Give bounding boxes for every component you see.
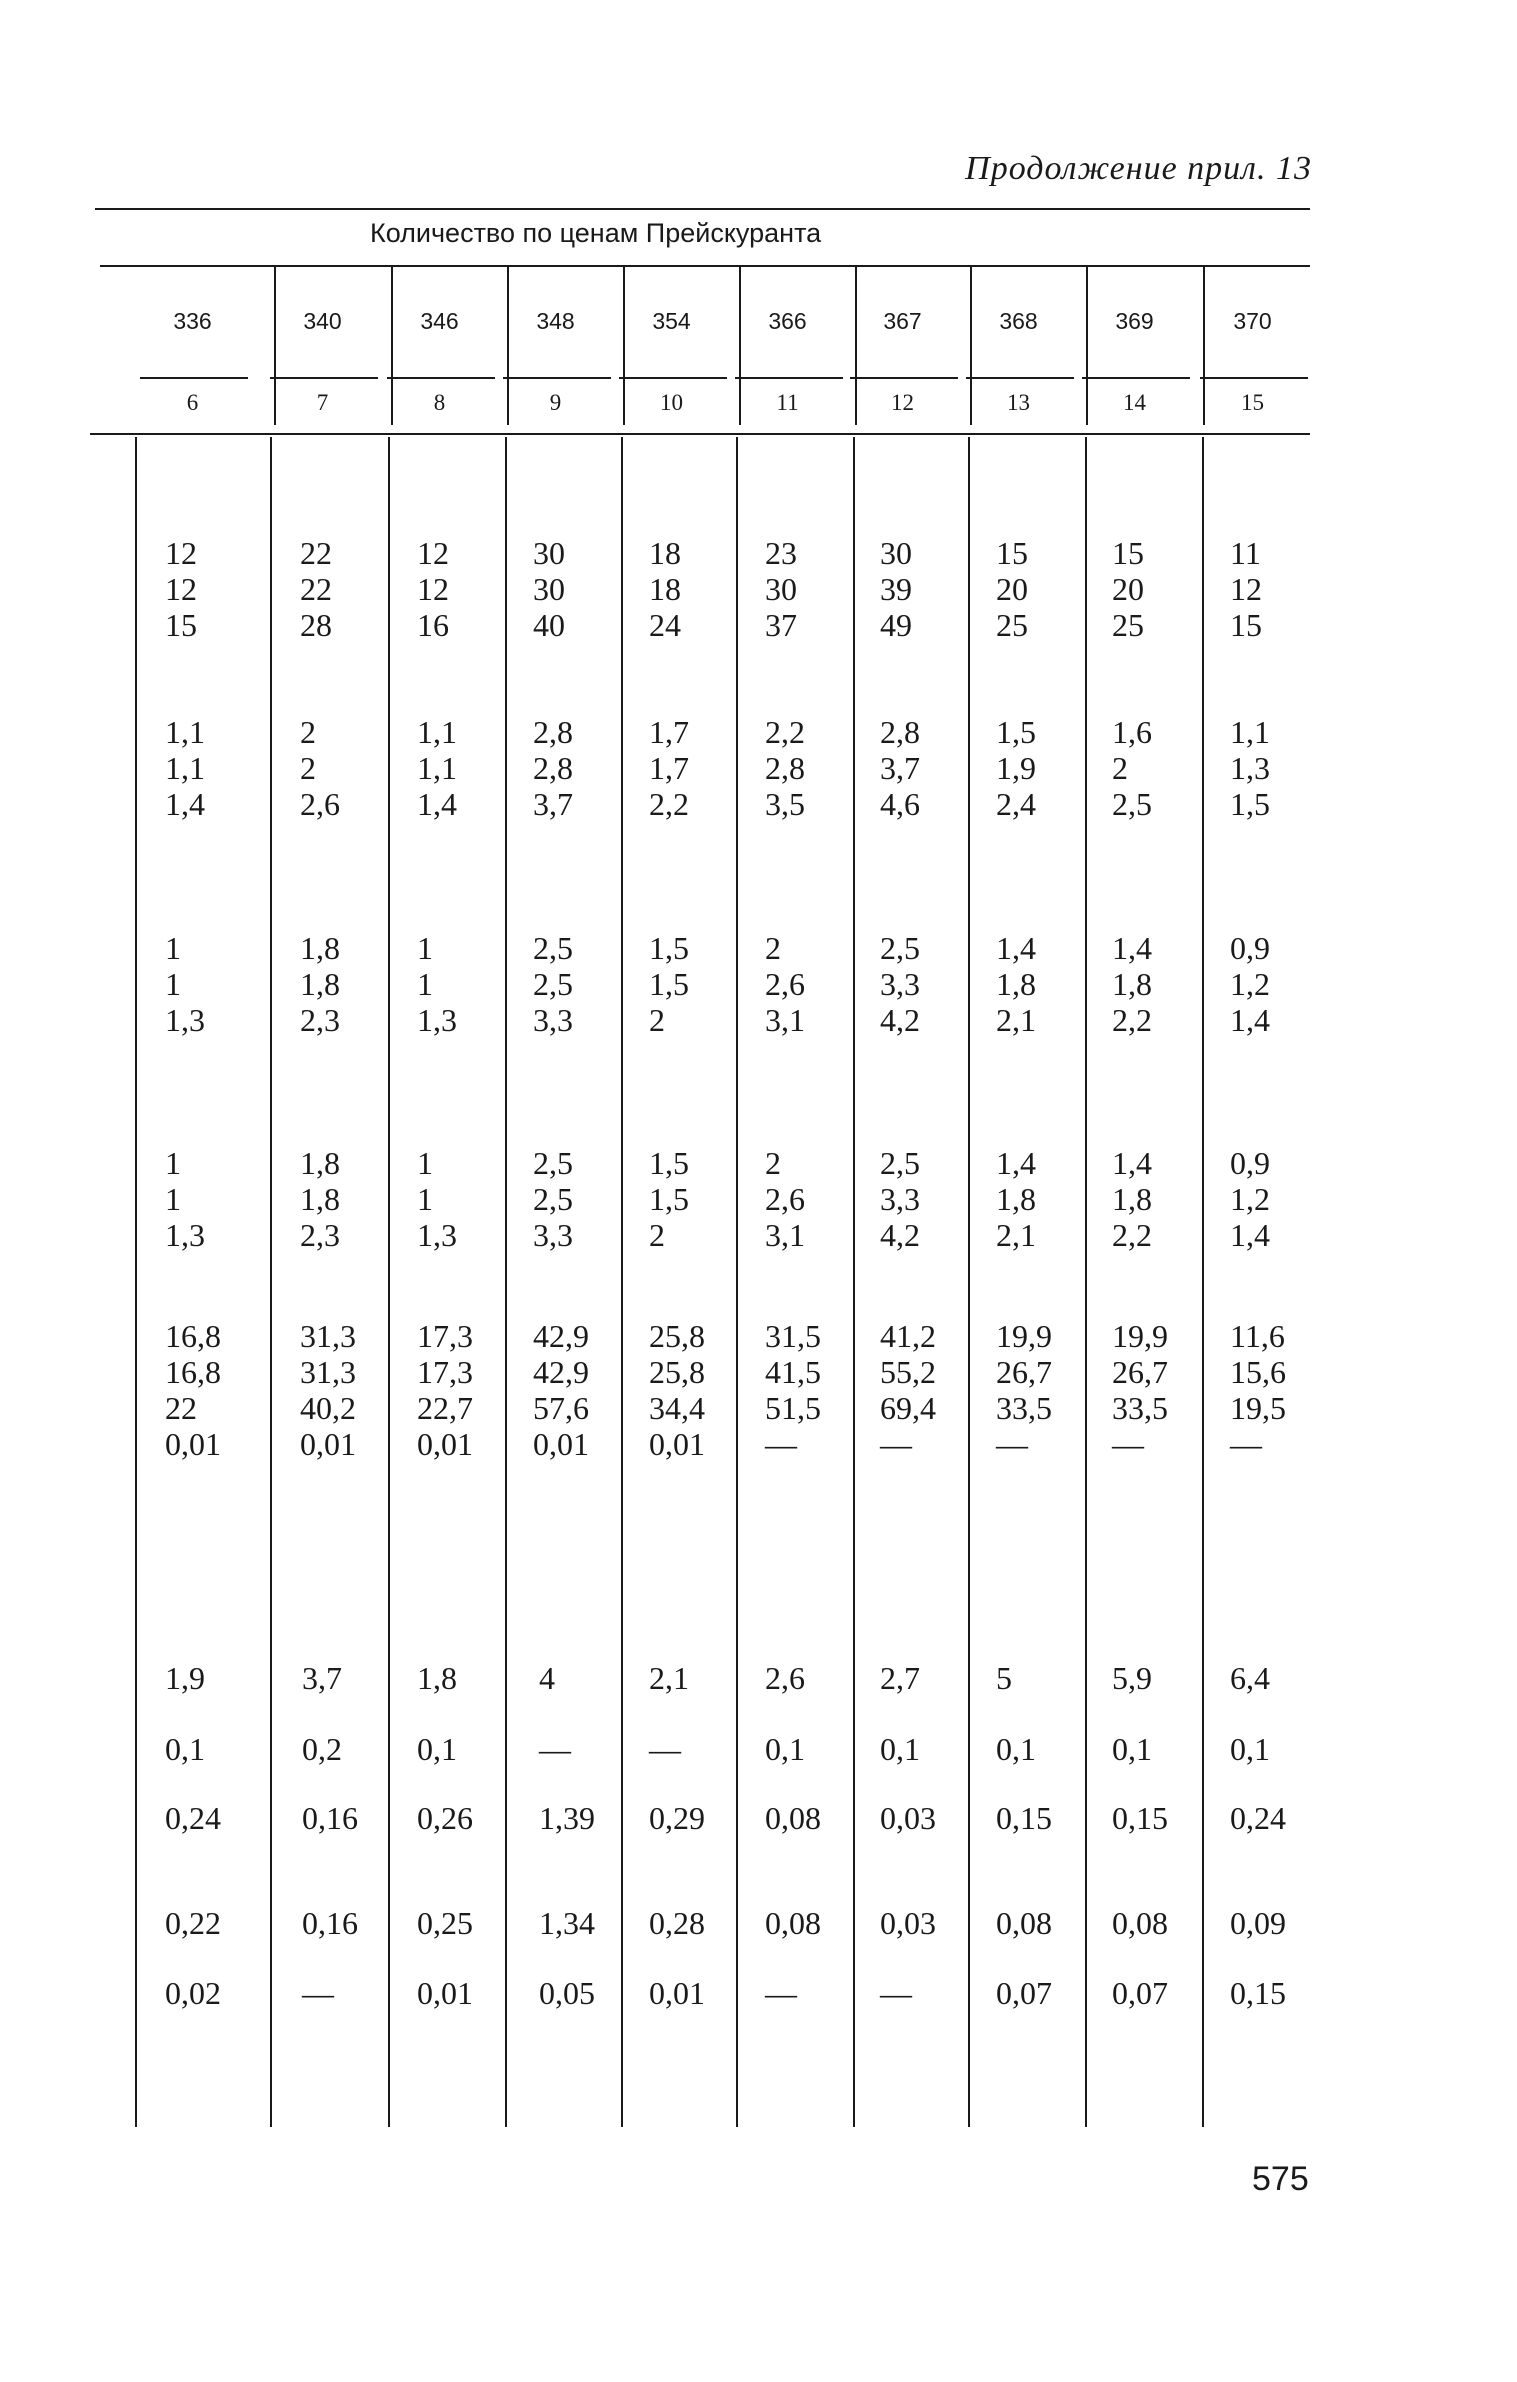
column-number: 10 [660,390,683,415]
table-cell: 1 [165,966,181,1002]
table-cell: 1,4 [417,786,457,822]
colhead-underline [140,377,248,379]
table-cell: 5 [996,1660,1012,1696]
table-cell: 1,5 [649,1181,689,1217]
table-cell: 57,6 [533,1390,589,1426]
table-cell: 1,3 [165,1002,205,1038]
table-cell: 0,1 [1230,1731,1270,1767]
colhead-underline [270,377,378,379]
table-cell: 22 [300,535,332,571]
table-cell: 16,8 [165,1318,221,1354]
table-cell: 41,2 [880,1318,936,1354]
table-cell: 1,7 [649,714,689,750]
table-cell: 0,1 [996,1731,1036,1767]
table-cell: 12 [417,535,449,571]
table-cell: 2 [765,930,781,966]
table-cell: 3,1 [765,1217,805,1253]
table-top-rule [95,208,1310,210]
table-cell: 40 [533,607,565,643]
table-cell: 31,5 [765,1318,821,1354]
table-cell: 26,7 [1112,1354,1168,1390]
table-cell: 2,3 [300,1002,340,1038]
page-number: 575 [1252,2160,1309,2198]
table-cell: 1 [165,1181,181,1217]
table-cell: 2 [300,714,316,750]
table-cell: 0,08 [765,1800,821,1836]
table-cell: 1,4 [996,930,1036,966]
table-cell: 4,2 [880,1217,920,1253]
table-cell: 55,2 [880,1354,936,1390]
table-cell: 0,2 [302,1731,342,1767]
table-cell: 17,3 [417,1354,473,1390]
table-cell: 0,1 [1112,1731,1152,1767]
table-cell: 1,39 [539,1800,595,1836]
price-code-header: 348 [536,308,575,334]
table-cell: 22,7 [417,1390,473,1426]
table-cell: 15,6 [1230,1354,1286,1390]
table-cell: 1 [417,966,433,1002]
table-cell: — [880,1426,912,1462]
body-col-divider [736,437,738,2127]
table-cell: 3,3 [880,1181,920,1217]
table-cell: 3,3 [533,1217,573,1253]
table-cell: 39 [880,571,912,607]
table-cell: 16 [417,607,449,643]
price-code-header: 336 [173,308,212,334]
table-cell: 0,28 [649,1905,705,1941]
colhead-underline [966,377,1074,379]
table-cell: 0,05 [539,1975,595,2011]
table-cell: — [880,1975,912,2011]
table-cell: 1,8 [300,1145,340,1181]
table-cell: 49 [880,607,912,643]
table-cell: 1,1 [1230,714,1270,750]
body-col-divider [135,437,137,2127]
table-cell: 1,1 [165,750,205,786]
table-cell: 2,1 [649,1660,689,1696]
table-cell: 2,1 [996,1217,1036,1253]
table-cell: — [302,1975,334,2011]
table-cell: 2,2 [649,786,689,822]
body-col-divider [1085,437,1087,2127]
table-cell: 0,16 [302,1905,358,1941]
continuation-title: Продолжение прил. 13 [965,150,1312,187]
table-cell: 24 [649,607,681,643]
table-cell: 2 [765,1145,781,1181]
price-code-header: 370 [1233,308,1272,334]
table-cell: 0,07 [1112,1975,1168,2011]
table-cell: 15 [1112,535,1144,571]
table-cell: 18 [649,571,681,607]
table-cell: 1,2 [1230,1181,1270,1217]
table-cell: 4,2 [880,1002,920,1038]
column-number: 8 [433,390,446,415]
table-cell: 0,15 [1112,1800,1168,1836]
column-number: 11 [776,390,799,415]
table-cell: 51,5 [765,1390,821,1426]
table-cell: 0,08 [765,1905,821,1941]
table-cell: 15 [165,607,197,643]
table-cell: 0,01 [649,1426,705,1462]
table-cell: 1,1 [165,714,205,750]
column-number: 9 [549,390,562,415]
table-cell: 2,5 [880,930,920,966]
table-cell: 1,5 [649,1145,689,1181]
table-cell: 1,3 [417,1217,457,1253]
table-cell: 28 [300,607,332,643]
price-code-header: 367 [883,308,922,334]
price-code-header: 369 [1115,308,1154,334]
table-cell: 2,6 [765,1660,805,1696]
table-cell: 1,3 [165,1217,205,1253]
table-cell: 2 [649,1002,665,1038]
table-cell: 1,6 [1112,714,1152,750]
table-cell: 0,25 [417,1905,473,1941]
table-cell: 30 [880,535,912,571]
colhead-underline [1200,377,1308,379]
table-cell: 69,4 [880,1390,936,1426]
price-code-header: 346 [420,308,459,334]
table-cell: 2 [1112,750,1128,786]
table-cell: 1,8 [1112,966,1152,1002]
price-code-header: 366 [768,308,807,334]
colhead-underline [619,377,727,379]
table-cell: 19,5 [1230,1390,1286,1426]
table-cell: 3,5 [765,786,805,822]
table-cell: 1,8 [300,966,340,1002]
table-cell: 1,8 [300,930,340,966]
table-cell: 1,1 [417,750,457,786]
table-cell: 2,8 [765,750,805,786]
table-cell: 0,16 [302,1800,358,1836]
table-cell: 0,24 [165,1800,221,1836]
body-col-divider [968,437,970,2127]
body-col-divider [621,437,623,2127]
table-cell: 34,4 [649,1390,705,1426]
table-cell: 0,08 [1112,1905,1168,1941]
table-cell: 0,08 [996,1905,1052,1941]
table-cell: 12 [165,571,197,607]
table-cell: 1 [417,1181,433,1217]
colhead-underline [735,377,843,379]
table-cell: 1,3 [1230,750,1270,786]
table-cell: 2,5 [880,1145,920,1181]
table-cell: 2,2 [765,714,805,750]
table-cell: 1,9 [165,1660,205,1696]
table-cell: 3,7 [880,750,920,786]
table-cell: — [1230,1426,1262,1462]
table-cell: 2,5 [533,966,573,1002]
table-cell: 1 [165,930,181,966]
price-code-header: 340 [303,308,342,334]
column-number: 12 [891,390,914,415]
column-number: 7 [316,390,329,415]
table-cell: 41,5 [765,1354,821,1390]
table-cell: 2,5 [1112,786,1152,822]
table-cell: 1,5 [996,714,1036,750]
table-cell: 0,9 [1230,1145,1270,1181]
table-cell: 1 [417,930,433,966]
table-cell: 4 [539,1660,555,1696]
table-cell: 1,8 [996,1181,1036,1217]
table-cell: — [765,1975,797,2011]
table-cell: 33,5 [1112,1390,1168,1426]
body-col-divider [388,437,390,2127]
table-cell: 20 [996,571,1028,607]
table-cell: 0,1 [417,1731,457,1767]
table-cell: 0,01 [417,1426,473,1462]
table-cell: 1,4 [996,1145,1036,1181]
table-cell: 30 [765,571,797,607]
table-cell: 26,7 [996,1354,1052,1390]
body-col-divider [505,437,507,2127]
table-cell: — [1112,1426,1144,1462]
table-cell: 3,3 [533,1002,573,1038]
table-cell: 30 [533,535,565,571]
table-cell: 1,5 [1230,786,1270,822]
table-cell: 1,4 [1112,930,1152,966]
column-number: 14 [1123,390,1146,415]
body-col-divider [1202,437,1204,2127]
table-cell: 1,8 [300,1181,340,1217]
table-cell: 0,1 [165,1731,205,1767]
table-cell: 30 [533,571,565,607]
table-cell: 0,01 [300,1426,356,1462]
table-cell: 18 [649,535,681,571]
table-cell: 2,2 [1112,1217,1152,1253]
table-cell: 12 [165,535,197,571]
table-cell: 2,8 [533,750,573,786]
table-cell: 3,1 [765,1002,805,1038]
table-cell: 0,03 [880,1905,936,1941]
table-cell: 1,4 [1112,1145,1152,1181]
table-cell: 2,5 [533,1145,573,1181]
table-cell: 4,6 [880,786,920,822]
table-cell: 11 [1230,535,1261,571]
table-cell: 0,15 [1230,1975,1286,2011]
table-cell: 1,8 [417,1660,457,1696]
column-number: 13 [1007,390,1030,415]
table-cell: 1,7 [649,750,689,786]
subtitle-rule [100,265,1310,267]
table-cell: 0,01 [649,1975,705,2011]
colhead-underline [1082,377,1190,379]
table-subtitle: Количество по ценам Прейскуранта [370,218,822,248]
table-cell: 15 [996,535,1028,571]
table-cell: 2,6 [765,966,805,1002]
table-cell: 2,6 [300,786,340,822]
table-cell: 22 [165,1390,197,1426]
table-cell: 15 [1230,607,1262,643]
colhead-underline [850,377,958,379]
table-cell: 16,8 [165,1354,221,1390]
table-cell: 11,6 [1230,1318,1285,1354]
table-cell: 17,3 [417,1318,473,1354]
table-cell: 1,34 [539,1905,595,1941]
table-cell: 2,8 [533,714,573,750]
table-cell: 1,5 [649,930,689,966]
table-cell: 1 [417,1145,433,1181]
table-cell: 0,26 [417,1800,473,1836]
table-cell: 12 [417,571,449,607]
price-code-header: 368 [999,308,1038,334]
table-cell: 31,3 [300,1354,356,1390]
table-cell: 23 [765,535,797,571]
table-cell: 37 [765,607,797,643]
table-cell: 2,3 [300,1217,340,1253]
table-cell: 42,9 [533,1354,589,1390]
table-cell: — [539,1731,571,1767]
price-code-header: 354 [652,308,691,334]
table-cell: — [996,1426,1028,1462]
table-cell: 2 [300,750,316,786]
table-cell: 0,9 [1230,930,1270,966]
table-cell: 25,8 [649,1354,705,1390]
table-cell: 33,5 [996,1390,1052,1426]
header-bottom-rule [90,433,1310,435]
table-cell: 0,01 [533,1426,589,1462]
table-cell: 2,7 [880,1660,920,1696]
table-cell: 1,4 [165,786,205,822]
table-cell: 0,07 [996,1975,1052,2011]
table-cell: 2,2 [1112,1002,1152,1038]
table-cell: 0,03 [880,1800,936,1836]
table-cell: 0,22 [165,1905,221,1941]
table-cell: 2,8 [880,714,920,750]
table-cell: 40,2 [300,1390,356,1426]
table-cell: 2,1 [996,1002,1036,1038]
table-cell: 20 [1112,571,1144,607]
table-cell: 0,09 [1230,1905,1286,1941]
table-cell: 22 [300,571,332,607]
table-cell: 3,3 [880,966,920,1002]
table-cell: 3,7 [302,1660,342,1696]
colhead-underline [503,377,611,379]
table-cell: 1,3 [417,1002,457,1038]
column-number: 6 [186,390,199,415]
table-cell: 6,4 [1230,1660,1270,1696]
table-cell: 0,01 [165,1426,221,1462]
table-cell: 0,01 [417,1975,473,2011]
table-cell: 12 [1230,571,1262,607]
table-cell: 25 [996,607,1028,643]
table-cell: 1,2 [1230,966,1270,1002]
table-cell: 0,1 [765,1731,805,1767]
table-cell: 1,5 [649,966,689,1002]
table-cell: 2,6 [765,1181,805,1217]
table-cell: 19,9 [996,1318,1052,1354]
table-cell: 0,24 [1230,1800,1286,1836]
table-cell: 0,02 [165,1975,221,2011]
table-cell: 1,8 [996,966,1036,1002]
column-number: 15 [1241,390,1264,415]
table-cell: 1,4 [1230,1217,1270,1253]
table-cell: 2,5 [533,930,573,966]
table-cell: 19,9 [1112,1318,1168,1354]
table-cell: 1,9 [996,750,1036,786]
table-cell: 2 [649,1217,665,1253]
table-cell: 2,5 [533,1181,573,1217]
table-cell: 25 [1112,607,1144,643]
table-cell: 2,4 [996,786,1036,822]
body-col-divider [853,437,855,2127]
table-cell: 0,1 [880,1731,920,1767]
table-cell: 1 [165,1145,181,1181]
table-cell: 5,9 [1112,1660,1152,1696]
colhead-underline [387,377,495,379]
table-cell: — [649,1731,681,1767]
table-cell: 1,8 [1112,1181,1152,1217]
table-cell: 1,1 [417,714,457,750]
table-cell: 3,7 [533,786,573,822]
table-cell: 0,15 [996,1800,1052,1836]
table-cell: 1,4 [1230,1002,1270,1038]
table-cell: 42,9 [533,1318,589,1354]
table-cell: 0,29 [649,1800,705,1836]
table-cell: — [765,1426,797,1462]
table-cell: 25,8 [649,1318,705,1354]
body-col-divider [270,437,272,2127]
table-cell: 31,3 [300,1318,356,1354]
